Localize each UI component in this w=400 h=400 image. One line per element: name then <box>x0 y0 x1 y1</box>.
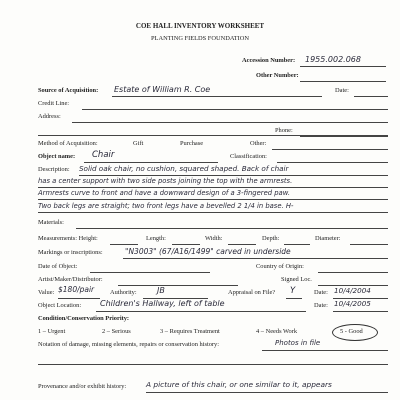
description-line-3: Armrests curve to front and have a downward design of a 3-fingered paw. <box>38 189 290 197</box>
date-top-label: Date: <box>335 87 349 94</box>
notation-value: Photos in file <box>275 339 321 347</box>
date-bottom-a-label: Date: <box>314 289 328 296</box>
provenance-value: A picture of this chair, or one similar to it, appears <box>146 380 332 389</box>
notation-label: Notation of damage, missing elements, repairs or conservation history: <box>38 341 220 348</box>
object-name-line <box>84 162 218 163</box>
phone-label: Phone: <box>275 127 293 134</box>
length-label: Length: <box>146 235 166 242</box>
method-purchase: Purchase <box>180 140 204 147</box>
width-line <box>228 244 256 245</box>
accession-number-label: Accession Number: <box>242 57 296 64</box>
date-bottom-b-label: Date: <box>314 302 328 309</box>
credit-line-label: Credit Line: <box>38 100 70 107</box>
foundation-subtitle: PLANTING FIELDS FOUNDATION <box>151 35 249 42</box>
condition-option-5: 5 - Good <box>340 328 363 335</box>
description-rule-2 <box>38 187 388 188</box>
measurements-height-label: Measurements: Height: <box>38 235 98 242</box>
signed-label: Signed Loc. <box>281 276 312 283</box>
description-line-4: Two back legs are straight; two front legs have a bevelled 2 1/4 in base. H- <box>38 202 294 210</box>
method-other-line <box>272 149 388 150</box>
object-name-label: Object name: <box>38 153 76 160</box>
method-other-label: Other: <box>250 140 267 147</box>
address-line-1 <box>72 122 388 123</box>
authority-value: JB <box>157 286 165 295</box>
date-bottom-b-value: 10/4/2005 <box>334 299 371 308</box>
value-label: Value: <box>38 289 55 296</box>
diameter-line <box>350 244 388 245</box>
condition-option-3: 3 – Requires Treatment <box>160 328 220 335</box>
description-rule-4 <box>38 212 388 213</box>
source-label: Source of Acquisition: <box>38 87 99 94</box>
date-top-line <box>354 96 388 97</box>
materials-label: Materials: <box>38 219 64 226</box>
depth-label: Depth: <box>262 235 280 242</box>
markings-line <box>123 258 388 259</box>
artist-line <box>118 285 238 286</box>
address-label: Address: <box>38 113 61 120</box>
description-line-1: Solid oak chair, no cushion, squared shaped. Back of chair <box>79 164 289 173</box>
date-bottom-b-line <box>333 311 388 312</box>
provenance-line <box>146 392 388 393</box>
credit-line-line <box>82 109 388 110</box>
provenance-label: Provenance and/or exhibit history: <box>38 383 127 390</box>
description-rule-1 <box>79 175 388 176</box>
condition-option-1: 1 – Urgent <box>38 328 66 335</box>
object-name-value: Chair <box>92 150 115 160</box>
authority-label: Authority: <box>110 289 137 296</box>
appraisal-line <box>286 298 302 299</box>
description-label: Description: <box>38 166 70 173</box>
markings-label: Markings or inscriptions: <box>38 249 103 256</box>
materials-line <box>76 228 388 229</box>
condition-selected-circle <box>332 324 378 341</box>
source-value: Estate of William R. Coe <box>114 85 211 94</box>
value-value: $180/pair <box>58 285 95 294</box>
appraisal-label: Appraisal on File? <box>228 289 276 296</box>
height-line <box>110 244 138 245</box>
diameter-label: Diameter: <box>315 235 341 242</box>
width-label: Width: <box>205 235 223 242</box>
date-of-object-label: Date of Object: <box>38 263 78 270</box>
depth-line <box>284 244 310 245</box>
notation-line-1 <box>262 350 388 351</box>
object-location-line <box>96 311 306 312</box>
method-gift: Gift <box>133 140 144 147</box>
accession-number-value: 1955.002.068 <box>305 55 361 64</box>
length-line <box>172 244 200 245</box>
country-line <box>318 272 388 273</box>
classification-label: Classification: <box>230 153 267 160</box>
description-rule-3 <box>38 199 388 200</box>
accession-number-line <box>300 66 386 67</box>
appraisal-value: Y <box>290 286 296 296</box>
worksheet-title: COE HALL INVENTORY WORKSHEET <box>135 22 265 30</box>
phone-line <box>300 136 388 137</box>
object-location-value: Children's Hallway, left of table <box>100 299 225 308</box>
condition-option-2: 2 – Serious <box>102 328 131 335</box>
country-label: Country of Origin: <box>256 263 304 270</box>
source-line <box>112 96 322 97</box>
condition-title: Condition/Conservation Priority: <box>38 315 130 322</box>
description-line-2: has a center support with two side posts joining the top with the armrests. <box>38 177 293 185</box>
artist-label: Artist/Maker/Distributor: <box>38 276 103 283</box>
notation-line-2 <box>38 364 388 365</box>
other-number-line <box>300 81 386 82</box>
other-number-label: Other Number: <box>256 72 299 79</box>
classification-line <box>277 162 388 163</box>
markings-value: "N3003" (67/A16/1499" carved in underside <box>125 247 291 256</box>
method-label: Method of Acquisition: <box>38 140 98 147</box>
condition-option-4: 4 – Needs Work <box>256 328 298 335</box>
date-of-object-line <box>90 272 210 273</box>
object-location-label: Object Location: <box>38 302 82 309</box>
date-bottom-a-value: 10/4/2004 <box>334 286 371 295</box>
value-line <box>58 298 100 299</box>
